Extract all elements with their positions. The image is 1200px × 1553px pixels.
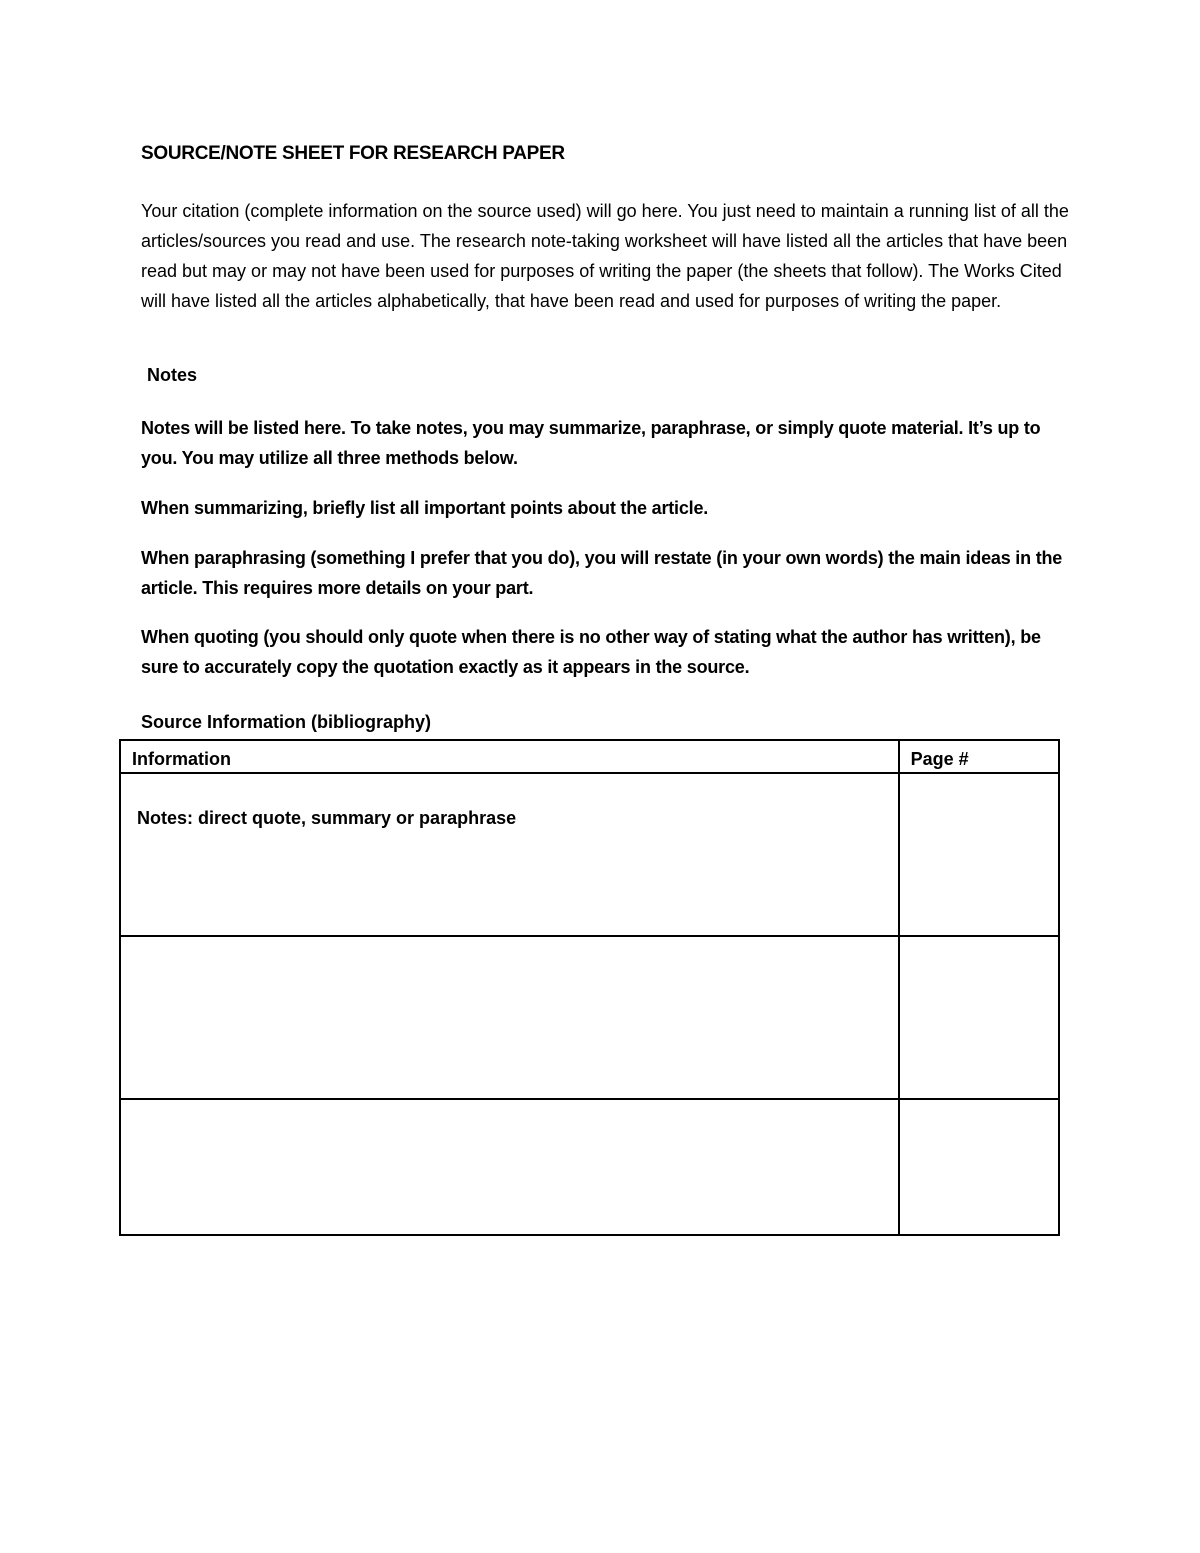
table-header-row — [120, 740, 1059, 773]
table-row — [120, 773, 1059, 936]
information-column-header: Information — [120, 740, 899, 773]
information-cell[interactable] — [120, 936, 899, 1099]
information-cell[interactable] — [120, 773, 899, 936]
notes-intro-paragraph: Notes will be listed here. To take notes, you may summarize, paraphrase, or simply quote material. It’s up to you. You may utilize all three methods below. — [141, 418, 1041, 468]
quoting-paragraph: When quoting (you should only quote when there is no other way of stating what the author has written), be sure to accurately copy the quotation exactly as it appears in the source. — [141, 627, 1041, 677]
information-cell[interactable] — [120, 1099, 899, 1235]
table-row — [120, 936, 1059, 1099]
page-column-header: Page # — [899, 740, 1059, 773]
table-row — [120, 1099, 1059, 1235]
page-cell[interactable] — [899, 1099, 1059, 1235]
document-title: SOURCE/NOTE SHEET FOR RESEARCH PAPER — [141, 143, 565, 164]
notes-cell-label: Notes: direct quote, summary or paraphrase — [137, 808, 517, 828]
paraphrasing-paragraph: When paraphrasing (something I prefer that you do), you will restate (in your own words) the main ideas in the article. This requires more details on your part. — [141, 548, 1063, 598]
page-cell[interactable] — [899, 773, 1059, 936]
page-cell[interactable] — [899, 936, 1059, 1099]
citation-paragraph: Your citation (complete information on the source used) will go here. You just need to maintain a running list of all the articles/sources you read and use. The research note-taking worksheet will have listed all the articles that have been read but may or may not have been used for purposes of writing the paper (the sheets that follow). The Works Cited will have listed all the articles alphabetically, that have been read and used for purposes of writing the paper. — [141, 201, 1069, 311]
source-notes-table — [119, 739, 1060, 1236]
summarizing-paragraph: When summarizing, briefly list all important points about the article. — [141, 498, 709, 518]
notes-heading: Notes — [147, 365, 198, 385]
source-information-heading: Source Information (bibliography) — [141, 712, 432, 732]
